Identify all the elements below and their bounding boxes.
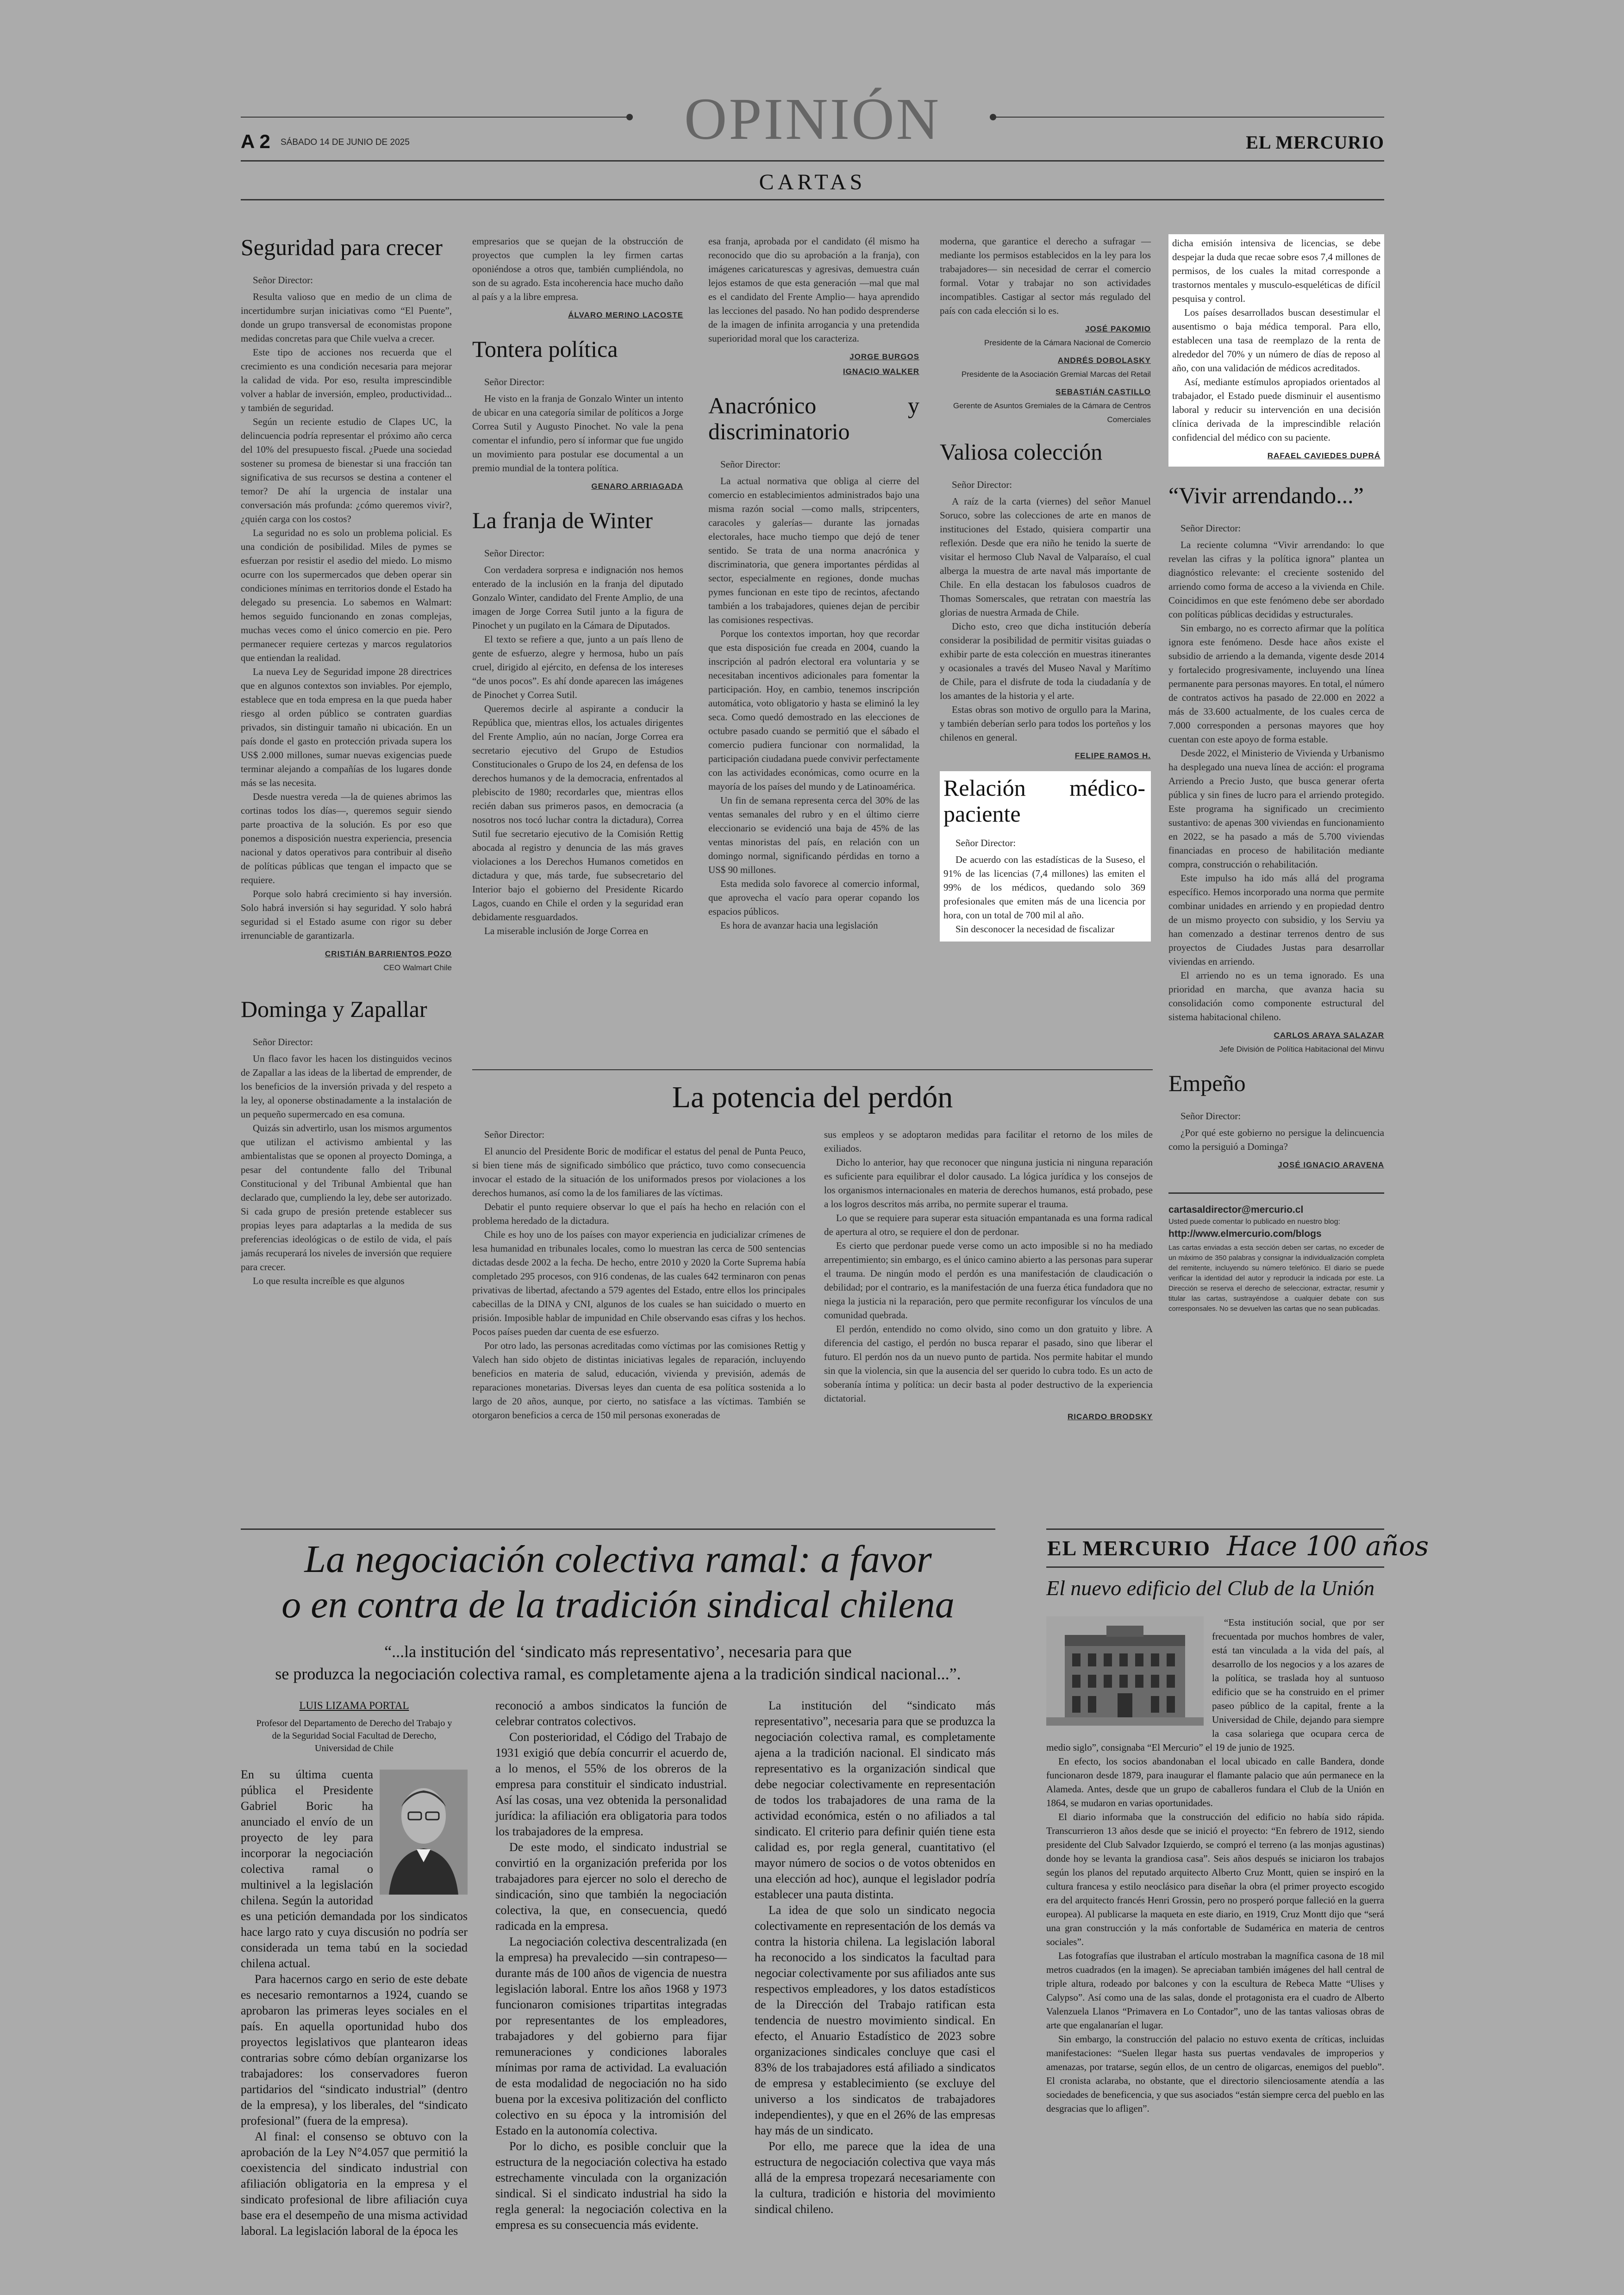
blog-link[interactable]: http://www.elmercurio.com/blogs — [1168, 1229, 1322, 1239]
letter-paragraph: Chile es hoy uno de los países con mayor experiencia en judicializar crímenes de lesa humanidad en tribunales locales, como lo muestran las cerca de 500 sentencias dictadas desde 2002 a la fecha. De hecho, entre 2010 y 2020 la Corte Suprema había completado 295 procesos, con 916 condenas, de las cuales 642 terminaron con penas privativas de libertad, afectando a 579 agentes del Estado, entre ellos los principales cabecillas de la DINA y CNI, algunos de los cuales se han suicidado o muerto en prisión. Imposible hablar de impunidad en Chile observando esas cifras y los hechos. Pocos países pueden dar cuenta de ese esfuerzo. — [472, 1229, 806, 1337]
letter-paragraph: Así, mediante estímulos apropiados orientados al trabajador, el Estado puede disminuir el ausentismo laboral y reducir su intervención en una decisión clínica derivada de la imprescindible relación confidencial del médico con su paciente. — [1172, 376, 1380, 443]
page-date: SÁBADO 14 DE JUNIO DE 2025 — [281, 137, 410, 147]
letter-headline: Relación médico-paciente — [943, 775, 1145, 827]
masthead-rule-right — [995, 117, 1384, 118]
letter-paragraph: sus empleos y se adoptaron medidas para facilitar el retorno de los miles de exiliados. — [824, 1129, 1153, 1154]
letter-headline: La franja de Winter — [472, 507, 653, 533]
essay-headline-line-2: o en contra de la tradición sindical chilena — [281, 1583, 955, 1626]
subsection-title: CARTAS — [759, 170, 866, 194]
club-union-photo — [1046, 1616, 1204, 1726]
hace100-headline: El nuevo edificio del Club de la Unión — [1046, 1576, 1375, 1600]
letter-signature: RAFAEL CAVIEDES DUPRÁ — [1267, 451, 1380, 460]
column-4 — [940, 234, 1151, 942]
hace100-paragraph: En efecto, los socios abandonaban el local ubicado en calle Bandera, donde funcionaron desde 1879, para inaugurar el flamante palacio que aún permanece en la Alameda. Antes, desde que un grupo de caballeros fundara el Club de la Unión en 1864, se mudaron en varias oportunidades. — [1046, 1756, 1384, 1809]
letter-headline: Anacrónico y discriminatorio — [708, 393, 919, 444]
letter-paragraph: Sin embargo, no es correcto afirmar que la política ignora este fenómeno. Desde hace años existe el subsidio de arriendo a la demanda, vigente desde 2014 y fortalecido progresivamente, incluyendo una línea permanente para personas mayores. En total, el número de contratos activos ha pasado de 22.000 en 2022 a más de 33.600 actualmente, de los cuales cerca de 7.000 corresponden a personas mayores que hoy cuentan con este apoyo de forma estable. — [1168, 623, 1384, 745]
masthead-rule-bottom — [241, 160, 1384, 162]
essay-headline-line-1: La negociación colectiva ramal: a favor — [304, 1538, 932, 1581]
hace100-paragraph: Las fotografías que ilustraban el artículo mostraban la magnífica casona de 18 mil metros cuadrados (en la imagen). Se apreciaban también imágenes del hall central de triple altura, rodeado por balcones y con la escultura de Rebeca Matte “Ulises y Calypso”. Así como una de las salas, donde el protagonista era el cuadro de Alberto Valenzuela Llanos “Primavera en Lo Contador”, uno de las tantas valiosas obras de arte que engalanarían el lugar. — [1046, 1950, 1384, 2031]
letter-signature: SEBASTIÁN CASTILLO — [1056, 387, 1151, 396]
essay-column-3 — [755, 1698, 995, 2217]
letter-paragraph: Los países desarrollados buscan desestimular el ausentismo o baja médica temporal. Para ello, establecen una tasa de reemplazo de la renta de alrededor del 70% y un número de días de reposo al año, con una validación de médicos acreditados. — [1172, 307, 1380, 374]
salutation: Señor Director: — [484, 548, 545, 559]
hace100-body — [1046, 1615, 1384, 2115]
letter-paragraph: Este tipo de acciones nos recuerda que el crecimiento es una condición necesaria para mejorar la calidad de vida. Por eso, resulta imprescindible volver a hablar de inversión, empleo, productividad... y también de seguridad. — [241, 347, 452, 413]
brand-logo: EL MERCURIO — [1246, 132, 1384, 153]
essay-paragraph: La institución del “sindicato más representativo”, necesaria para que se produzca la negociación colectiva ramal, es completamente ajena a la tradición nacional. El sindicato más representativo es la organización sindical que debe negociar colectivamente en representación de todos los trabajadores de una rama de la actividad económica, estén o no afiliados a tal sindicato. El criterio para definir quién tiene esta calidad es, por regla general, cuantitativo (el mayor número de socios o de votos obtenidos en una elección ad hoc), aunque el legislador podría establecer una pauta distinta. — [755, 1699, 995, 1901]
column-2 — [472, 234, 683, 938]
author-portrait-icon — [380, 1770, 468, 1895]
essay-paragraph: La idea de que solo un sindicato negocia colectivamente en representación de los demás va contra la historia chilena. La legislación laboral ha reconocido a los sindicatos la facultad para negociar colectivamente por sus afiliados ante sus respectivos empleadores, y los datos estadísticos de la Dirección del Trabajo ratifican esta tendencia de nuestro movimiento sindical. En efecto, el Anuario Estadístico de 2023 sobre organizaciones sindicales concluye que casi el 83% de los trabajadores está afiliado a sindicatos de empresa y establecimiento (se excluye del universo a los sindicatos de trabajadores independientes), y que en el 26% de las empresas hay más de un sindicato. — [755, 1903, 995, 2137]
hace100-script: Hace 100 años — [1227, 1530, 1429, 1562]
letter-paragraph: De acuerdo con las estadísticas de la Suseso, el 91% de las licencias (7,4 millones) las emiten el 99% de los médicos, quedando solo 369 profesionales que emiten más de una licencia por hora, con un total de 700 mil al año. — [943, 854, 1145, 921]
letter-paragraph: Según un reciente estudio de Clapes UC, la delincuencia podría representar el próximo año cerca del 10% del presupuesto fiscal. ¿Puede una sociedad sostener su promesa de bienestar si una fracción tan significativa de sus recursos se destina a contener el temor? De ahí la urgencia de instalar una conversación más profunda: ¿cómo queremos vivir?, ¿quién carga con los costos? — [241, 416, 452, 524]
letter-signature: GENARO ARRIAGADA — [591, 482, 683, 491]
pull-quote-line-1: “...la institución del ‘sindicato más representativo’, necesaria para que — [384, 1642, 852, 1661]
contact-rule — [1168, 1192, 1384, 1194]
letter-paragraph: Porque solo habrá crecimiento si hay inversión. Solo habrá inversión si hay seguridad. Y solo habrá seguridad si el Estado asume con rigor su deber irrenunciable de garantizarla. — [241, 888, 452, 941]
letter-paragraph: La actual normativa que obliga al cierre del comercio en establecimientos administrados bajo una misma razón social —como malls, stripcenters, caracoles y galerías— durante las jornadas electorales, hace mucho tiempo que dejó de tener sentido. Se trata de una norma anacrónica y discriminatoria, que genera importantes pérdidas al sector, especialmente en regiones, donde muchas pymes funcionan en este tipo de recintos, afectando también a los trabajadores, quienes dejan de percibir las comisiones respectivas. — [708, 475, 919, 625]
letter-signature: CARLOS ARAYA SALAZAR — [1274, 1031, 1384, 1040]
letter-paragraph: Sin desconocer la necesidad de fiscalizar — [956, 923, 1115, 935]
letter-paragraph: Por otro lado, las personas acreditadas como víctimas por las comisiones Rettig y Valech han sido objeto de distintas iniciativas legales de reparación, incluyendo beneficios en materia de salud, educación, vivienda y previsión, además de reparaciones monetarias. Diversas leyes dan cuenta de esa política sostenida a lo largo de 20 años, aunque, por cierto, no satisface a las víctimas. También se otorgaron beneficios a cerca de 150 mil personas exoneradas de — [472, 1340, 806, 1421]
essay-rule — [241, 1528, 995, 1530]
essay-author-bio: Profesor del Departamento de Derecho del Trabajo y de la Seguridad Social Facultad de Derecho, Universidad de Chile — [256, 1718, 452, 1753]
letter-paragraph: Un flaco favor les hacen los distinguidos vecinos de Zapallar a las ideas de la libertad de emprender, de los beneficios de la inversión privada y del respeto a la ley, al oponerse obstinadamente a la instalación de un pequeño supermercado en esa comuna. — [241, 1053, 452, 1120]
perdon-left-column — [472, 1128, 806, 1422]
letter-paragraph: Es cierto que perdonar puede verse como un acto imposible si no ha mediado arrepentimiento; sin embargo, es el único camino abierto a las personas para superar el trauma. De ningún modo el perdón es una manifestación de claudicación o debilidad; por el contrario, es la manifestación de una fuerza ética fundadora que no niega la justicia ni la reparación, pero que permite reconfigurar los vínculos de una comunidad quebrada. — [824, 1240, 1153, 1321]
signature-role: Gerente de Asuntos Gremiales de la Cámara de Centros Comerciales — [953, 401, 1151, 424]
letter-signature: JORGE BURGOS — [849, 352, 919, 361]
building-icon — [1046, 1616, 1204, 1726]
contact-email[interactable]: cartasaldirector@mercurio.cl — [1168, 1204, 1304, 1215]
letter-signature: RICARDO BRODSKY — [1067, 1412, 1153, 1421]
hace100-brand: EL MERCURIO — [1047, 1536, 1211, 1560]
letter-paragraph: Lo que se requiere para superar esta situación empantanada es una forma radical de apertura al otro, se requiere el don de perdonar. — [824, 1212, 1153, 1237]
section-title: OPINIÓN — [684, 86, 941, 152]
letter-headline: Seguridad para crecer — [241, 234, 443, 260]
letter-paragraph: Lo que resulta increíble es que algunos — [253, 1275, 405, 1286]
letter-headline: Dominga y Zapallar — [241, 996, 427, 1022]
letter-paragraph: Desde 2022, el Ministerio de Vivienda y Urbanismo ha desplegado una nueva línea de acción: el programa Arriendo a Precio Justo, que busca generar oferta pública y sin fines de lucro para el arriendo protegido. Este programa ha significado un crecimiento sustantivo: de apenas 300 viviendas en funcionamiento en 2022, se ha pasado a más de 5.700 viviendas financiadas en proceso de habilitación mediante compra, construcción o rehabilitación. — [1168, 748, 1384, 870]
letter-paragraph: Este impulso ha ido más allá del programa específico. Hemos incorporado una norma que permite combinar unidades en arriendo y en propiedad dentro de un mismo proyecto con subsidio, y los Serviu ya han comenzado a destinar terrenos dentro de sus proyectos de Ciudades Justas para desarrollar viviendas en arriendo. — [1168, 873, 1384, 967]
letter-paragraph: Es hora de avanzar hacia una legislación — [720, 920, 878, 931]
letter-signature: JOSÉ IGNACIO ARAVENA — [1278, 1160, 1384, 1169]
letter-paragraph: El arriendo no es un tema ignorado. Es una prioridad en marcha, que avanza hacia su consolidación como componente estructural del sistema habitacional chileno. — [1168, 970, 1384, 1023]
column-5 — [1168, 234, 1384, 1314]
hace100-paragraph: El diario informaba que la construcción del edificio no había sido rápida. Transcurrieron 13 años desde que se inició el proyecto: “En febrero de 1912, siendo presidente del Club Salvador Izquierdo, se compró el terreno (a las monjas agustinas) donde hoy se levanta la grandiosa casa”. Seis años después se iniciaron los trabajos según los planos del reputado arquitecto Alberto Cruz Montt, quien se inspiró en la cultura francesa y estilo neoclásico para diseñar la obra (el primer proyecto escogido era del arquitecto francés Henri Grossin, pero no prosperó porque falleció en la guerra europea). Al publicarse la maqueta en este diario, en 1919, Cruz Montt dijo que “será una gran construcción y la más confortable de Sudamérica en materia de centros sociales”. — [1046, 1811, 1384, 1947]
letter-paragraph: moderna, que garantice el derecho a sufragar —mediante los permisos establecidos en la ley para los trabajadores— sin necesidad de cerrar el comercio formal. Votar y trabajar no son actividades incompatibles. Castigar al sector más regulado del país con cada elección si lo es. — [940, 236, 1151, 316]
salutation: Señor Director: — [956, 837, 1016, 848]
signature-role: Presidente de la Asociación Gremial Marcas del Retail — [961, 370, 1151, 379]
letter-paragraph: esa franja, aprobada por el candidato (él mismo ha reconocido que dio su aprobación a la franja), con imágenes caricaturescas y agresivas, demuestra cuán lejos estamos de que esta generación —mal que mal es el candidato del Frente Amplio— haya aprendido las lecciones del pasado. No han podido desprenderse de la imagen de infinita arrogancia y una pretendida superioridad moral que los caracteriza. — [708, 236, 919, 344]
masthead-dot-left — [626, 114, 633, 120]
letter-paragraph: El texto se refiere a que, junto a un país lleno de gente de esfuerzo, alegre y hermosa, hubo un país cruel, dirigido al ejército, en defensa de los intereses “de unos pocos”. Es ahí donde aparecen las imágenes de Pinochet y Correa Sutil. — [472, 634, 683, 700]
letter-signature: FELIPE RAMOS H. — [1074, 751, 1151, 760]
letter-paragraph: La nueva Ley de Seguridad impone 28 directrices que en algunos contextos son inviables. Por ejemplo, establece que en toda empresa en la que pueda haber riesgo al orden público se contraten guardias privados, sin distinguir tamaño ni ubicación. En un país donde el gasto en protección privada supera los US$ 2.000 millones, sumar nuevas exigencias puede terminar alejando a compañías de los lugares donde más se las necesita. — [241, 666, 452, 788]
letter-signature: IGNACIO WALKER — [843, 367, 919, 376]
page-number: A 2 — [241, 131, 270, 152]
salutation: Señor Director: — [1181, 523, 1241, 534]
letter-paragraph: empresarios que se quejan de la obstrucción de proyectos que cumplen la ley firmen cartas oponiéndose a otros que, también cumpliéndola, no son de su agrado. Esta incoherencia hace mucho daño al país y a la libre empresa. — [472, 236, 683, 302]
column-3 — [708, 234, 919, 932]
perdon-headline: La potencia del perdón — [672, 1080, 953, 1114]
letters-policy: Las cartas enviadas a esta sección deben ser cartas, no exceder de un máximo de 350 palabras y consignar la individualización completa del remitente, incluyendo su número telefónico. El diario se puede verificar la identidad del autor y reproducir la indicada por este. La Dirección se reserva el derecho de seleccionar, extractar, resumir y titular las cartas, sustrayéndose a cualquier debate con sus corresponsales. No se devuelven las cartas que no sean publicadas. — [1168, 1244, 1384, 1313]
salutation: Señor Director: — [952, 479, 1012, 490]
perdon-right-column — [824, 1128, 1153, 1424]
hace100-paragraph: Sin embargo, la construcción del palacio no estuvo exenta de críticas, incluidas manifestaciones: “Suelen llegar hasta sus puertas vendavales de improperios y amenazas, por tratarse, según ellos, de un centro de oligarcas, enemigos del pueblo”. El cronista aclaraba, no obstante, que el directorio silenciosamente atendía a las sociedades de beneficencia, y que sus asociados “están siempre cerca del pueblo en las desgracias que lo afligen”. — [1046, 2033, 1384, 2114]
letter-paragraph: El perdón, entendido no como olvido, sino como un don gratuito y libre. A diferencia del castigo, el perdón no busca reparar el pasado, sino que liberar el futuro. El perdón nos da un nuevo punto de partida. Nos permite habitar el mundo sin que la violencia, sin que la ausencia del ser querido lo cubra todo. Es un acto de soberanía íntima y política: un decir basta al poder destructivo de la experiencia dictatorial. — [824, 1323, 1153, 1404]
signature-role: CEO Walmart Chile — [383, 963, 452, 972]
letter-signature: ANDRÉS DOBOLASKY — [1057, 356, 1151, 365]
letter-paragraph: Porque los contextos importan, hoy que recordar que esta disposición fue creada en 2004, cuando la inscripción al padrón electoral era voluntaria y se necesitaban incentivos adicionales para fomentar la participación. Hoy, en cambio, tenemos inscripción automática, voto obligatorio y hasta se eliminó la ley seca. Como quedó demostrado en las elecciones de octubre pasado cuando se permitió que el sábado el comercio pudiera funcionar con normalidad, la participación ciudadana puede convivir perfectamente con las actividades económicas, como ocurre en la mayoría de los países del mundo y de Latinoamérica. — [708, 628, 919, 792]
highlighted-letter — [940, 771, 1151, 942]
letter-paragraph: La seguridad no es solo un problema policial. Es una condición de posibilidad. Miles de pymes se esfuerzan por resistir el asedio del miedo. Lo mismo ocurre con los supermercados que deben operar sin condiciones mínimas en territorios donde el Estado ha delegado su presencia. Lo sabemos en Walmart: hemos seguido funcionando en zonas complejas, muchas veces como el único comercio en pie. Pero permanecer requiere certezas y marcos regulatorios que entiendan la realidad. — [241, 527, 452, 663]
salutation: Señor Director: — [720, 459, 781, 470]
letter-headline: Tontera política — [472, 336, 618, 362]
signature-role: Jefe División de Política Habitacional del Minvu — [1219, 1045, 1384, 1054]
letter-signature: CRISTIÁN BARRIENTOS POZO — [325, 949, 452, 958]
essay-column-2 — [495, 1698, 727, 2233]
letter-paragraph: Desde nuestra vereda —la de quienes abrimos las cortinas todos los días—, queremos seguir siendo parte proactiva de la solución. Es por eso que ponemos a disposición nuestra experiencia, presencia nacional y datos operativos para contribuir al diseño de políticas públicas que tengan el impacto que se requiere. — [241, 791, 452, 886]
highlighted-letter-continuation — [1168, 234, 1384, 467]
signature-role: Presidente de la Cámara Nacional de Comercio — [984, 338, 1151, 347]
letter-paragraph: dicha emisión intensiva de licencias, se debe despejar la duda que recae sobre esos 7,4 millones de permisos, de los cuales la mitad corresponde a trastornos mentales y musculo-esqueléticas de difícil pesquisa y control. — [1172, 237, 1380, 304]
letter-paragraph: Dicho lo anterior, hay que reconocer que ninguna justicia ni ninguna reparación es suficiente para equilibrar el dolor causado. La lógica jurídica y los consejos de los organismos internacionales en materia de derechos humanos, está probado, pese a los logros descritos más arriba, no permite superar el trauma. — [824, 1157, 1153, 1210]
salutation: Señor Director: — [484, 376, 545, 387]
salutation: Señor Director: — [253, 1036, 313, 1048]
letter-paragraph: La reciente columna “Vivir arrendando: lo que revelan las cifras y la política ignora” plantea un diagnóstico relevante: el creciente sostenido del arriendo como forma de acceso a la vivienda en Chile. Coincidimos en que este fenómeno debe ser abordado con políticas públicas decididas y estructurales. — [1168, 539, 1384, 620]
essay-paragraph: Por lo dicho, es posible concluir que la estructura de la negociación colectiva ha estado estrechamente vinculada con la organización sindical. Si el sindicato industrial ha sido la regla general: la negociación colectiva en la empresa es su consecuencia más evidente. — [495, 2139, 727, 2232]
letter-paragraph: Esta medida solo favorece al comercio informal, que aprovecha el vacío para operar copando los espacios públicos. — [708, 878, 919, 917]
salutation: Señor Director: — [484, 1129, 545, 1140]
pull-quote-line-2: se produzca la negociación colectiva ramal, es completamente ajena a la tradición sindical nacional...”. — [275, 1665, 961, 1683]
essay-paragraph: Para hacernos cargo en serio de este debate es necesario remontarnos a 1924, cuando se aprobaron las primeras leyes sociales en el país. En aquella oportunidad hubo dos proyectos legislativos que plantearon ideas contrarias sobre cómo debían organizarse los trabajadores: los conservadores fueron partidarios del “sindicato industrial” (dentro de la empresa), y los liberales, del “sindicato profesional” (fuera de la empresa). — [241, 1972, 468, 2127]
masthead-rule-left — [241, 117, 630, 118]
letter-paragraph: La miserable inclusión de Jorge Correa en — [484, 925, 649, 936]
salutation: Señor Director: — [253, 274, 313, 286]
letter-paragraph: He visto en la franja de Gonzalo Winter un intento de ubicar en una categoría similar de políticos a Jorge Correa Sutil y Augusto Pinochet. No vale la pena comentar el infundio, pero sí informar que fue ungido un movimiento para postular ese documental a un premio mundial de la tontera política. — [472, 393, 683, 474]
essay-headline — [241, 1537, 995, 1628]
essay-paragraph: En su última cuenta pública el Presidente Gabriel Boric ha anunciado el envío de un proyecto de ley para incorporar la negociación colectiva ramal o multinivel a la legislación chilena. Según la autoridad es una petición demandada por los sindicatos hace largo rato y cuya discusión no podría ser considerada un tema tabú en la sociedad chilena actual. — [241, 1768, 468, 1970]
essay-author: LUIS LIZAMA PORTAL — [299, 1700, 409, 1711]
blog-note: Usted puede comentar lo publicado en nuestro blog: — [1168, 1218, 1340, 1226]
perdon-rule — [472, 1069, 1153, 1070]
essay-column-1 — [241, 1698, 468, 2239]
letter-paragraph: Estas obras son motivo de orgullo para la Marina, y también deberían serlo para todos los porteños y los chilenos en general. — [940, 704, 1151, 743]
letter-paragraph: Debatir el punto requiere observar lo que el país ha hecho en relación con el problema heredado de la dictadura. — [472, 1201, 806, 1226]
salutation: Señor Director: — [1181, 1110, 1241, 1122]
letter-paragraph: Dicho esto, creo que dicha institución debería considerar la posibilidad de permitir visitas guiadas o exhibir parte de esta colección en muestras itinerantes y ocasionales a través del Museo Naval y Marítimo de Chile, para el disfrute de toda la ciudadanía y de los amantes de la historia y el arte. — [940, 621, 1151, 701]
hace100-rule-bottom — [1046, 1566, 1384, 1568]
essay-paragraph: De este modo, el sindicato industrial se convirtió en la organización preferida por los trabajadores para ejercer no solo el derecho de sindicación, sino que también la negociación colectiva, la que, en consecuencia, quedó radicada en la empresa. — [495, 1840, 727, 1933]
essay-paragraph: Por ello, me parece que la idea de una estructura de negociación colectiva que vaya más allá de la empresa tropezará necesariamente con la cultura, tradición e historia del movimiento sindical chileno. — [755, 2139, 995, 2216]
essay-paragraph: La negociación colectiva descentralizada (en la empresa) ha prevalecido —sin contrapeso— durante más de 100 años de vigencia de nuestra legislación laboral. Entre los años 1968 y 1973 funcionaron comisiones tripartitas integradas por representantes de los empleadores, trabajadores y del gobierno para fijar remuneraciones y condiciones laborales mínimas por rama de actividad. La evaluación de esta modalidad de negociación no ha sido buena por la excesiva politización del conflicto colectivo en su época y la intromisión del Estado en la autonomía colectiva. — [495, 1935, 727, 2137]
cartas-rule — [241, 199, 1384, 200]
essay-pull-quote — [241, 1640, 995, 1685]
letter-paragraph: El anuncio del Presidente Boric de modificar el estatus del penal de Punta Peuco, si bien tiene más de significado simbólico que práctico, tuvo como consecuencia invocar el estado de la situación de los uniformados presos por violaciones a los derechos humanos, así como la de los familiares de las víctimas. — [472, 1146, 806, 1198]
essay-paragraph: Al final: el consenso se obtuvo con la aprobación de la Ley N°4.057 que permitió la coexistencia del sindicato industrial con afiliación obligatoria en la empresa y el sindicato profesional de libre afiliación cuya base era el desempeño de una misma actividad laboral. La legislación laboral de la época les — [241, 2130, 468, 2238]
letter-paragraph: Quizás sin advertirlo, usan los mismos argumentos que utilizan el activismo ambiental y las ambientalistas que se oponen al proyecto Dominga, a pesar del contundente fallo del Tribunal Constitucional y del Tribunal Ambiental que han declarado que, cumpliendo la ley, debe ser autorizado. Si cada grupo de presión pretende establecer sus propias leyes para adaptarlas a la medida de sus preferencias ideológicas o de estilo de vida, el país jamás recuperará los niveles de inversión que requiere para crecer. — [241, 1123, 452, 1272]
essay-paragraph: reconoció a ambos sindicatos la función de celebrar contratos colectivos. — [495, 1699, 727, 1728]
letter-headline: Empeño — [1168, 1070, 1246, 1096]
letter-paragraph: Queremos decirle al aspirante a conducir la República que, mientras ellos, los actuales dirigentes del Frente Amplio, aún no nacían, Jorge Correa era secretario ejecutivo del Grupo de Estudios Constitucionales o Grupo de los 24, en defensa de los derechos humanos y de la democracia, enfrentados al plebiscito de 1980; recordarles que, mientras ellos recién daban sus primeros pasos, en democracia (a nosotros nos tocó luchar contra la dictadura), Correa Sutil fue secretario ejecutivo de la Comisión Rettig abocada al registro y denuncia de las más graves violaciones a los Derechos Humanos cometidos en dictadura y que, más tarde, fue subsecretario del Interior bajo el gobierno del Presidente Ricardo Lagos, cuando en Chile el orden y la seguridad eran debidamente resguardados. — [472, 703, 683, 923]
letter-headline: Valiosa colección — [940, 439, 1103, 465]
letter-signature: ÁLVARO MERINO LACOSTE — [568, 311, 683, 319]
letter-signature: JOSÉ PAKOMIO — [1085, 324, 1151, 333]
hace100-paragraph: “Esta institución social, que por ser frecuentada por muchos hombres de valer, está tan vinculada a la vida del país, al desarrollo de los negocios y a los azares de la política, se traslada hoy al suntuoso edificio que se ha construido en el primer paseo público de la capital, frente a la Universidad de Chile, dejando para siempre la casa solariega que ocupara cerca de medio siglo”, consignaba “El Mercurio” el 19 de junio de 1925. — [1046, 1617, 1384, 1753]
essay-paragraph: Con posterioridad, el Código del Trabajo de 1931 exigió que debía concurrir el acuerdo de, a lo menos, el 55% de los obreros de la empresa para constituir el sindicato industrial. Así las cosas, una vez obtenida la personalidad jurídica: la afiliación era obligatoria para todos los trabajadores de la empresa. — [495, 1730, 727, 1838]
author-photo — [380, 1770, 468, 1895]
hace100-rule-top — [1046, 1528, 1384, 1530]
letter-paragraph: Resulta valioso que en medio de un clima de incertidumbre surjan iniciativas como “El Puente”, donde un grupo transversal de economistas propone medidas concretas para que Chile vuelva a crecer. — [241, 291, 452, 344]
letter-headline: “Vivir arrendando...” — [1168, 482, 1364, 508]
letter-paragraph: ¿Por qué este gobierno no persigue la delincuencia como la persiguió a Dominga? — [1168, 1127, 1384, 1152]
letter-paragraph: A raíz de la carta (viernes) del señor Manuel Soruco, sobre las colecciones de arte en manos de instituciones del Estado, quisiera compartir una reflexión. Desde que era niño he tenido la suerte de visitar el hermoso Club Naval de Valparaíso, el cual alberga la muestra de arte naval más importante de Chile. En ella destacan los fabulosos cuadros de Thomas Somerscales, que retratan con maestría las glorias de nuestra Armada de Chile. — [940, 496, 1151, 618]
column-1 — [241, 234, 452, 1288]
letter-paragraph: Un fin de semana representa cerca del 30% de las ventas semanales del rubro y en el último cierre eleccionario se evidenció una baja de 45% de las ventas minoristas del país, en relación con un domingo normal, significando pérdidas en torno a US$ 90 millones. — [708, 795, 919, 875]
letter-paragraph: Con verdadera sorpresa e indignación nos hemos enterado de la inclusión en la franja del diputado Gonzalo Winter, candidato del Frente Amplio, de una imagen de Jorge Correa Sutil junto a la figura de Pinochet y un pugilato en la Cámara de Diputados. — [472, 564, 683, 631]
